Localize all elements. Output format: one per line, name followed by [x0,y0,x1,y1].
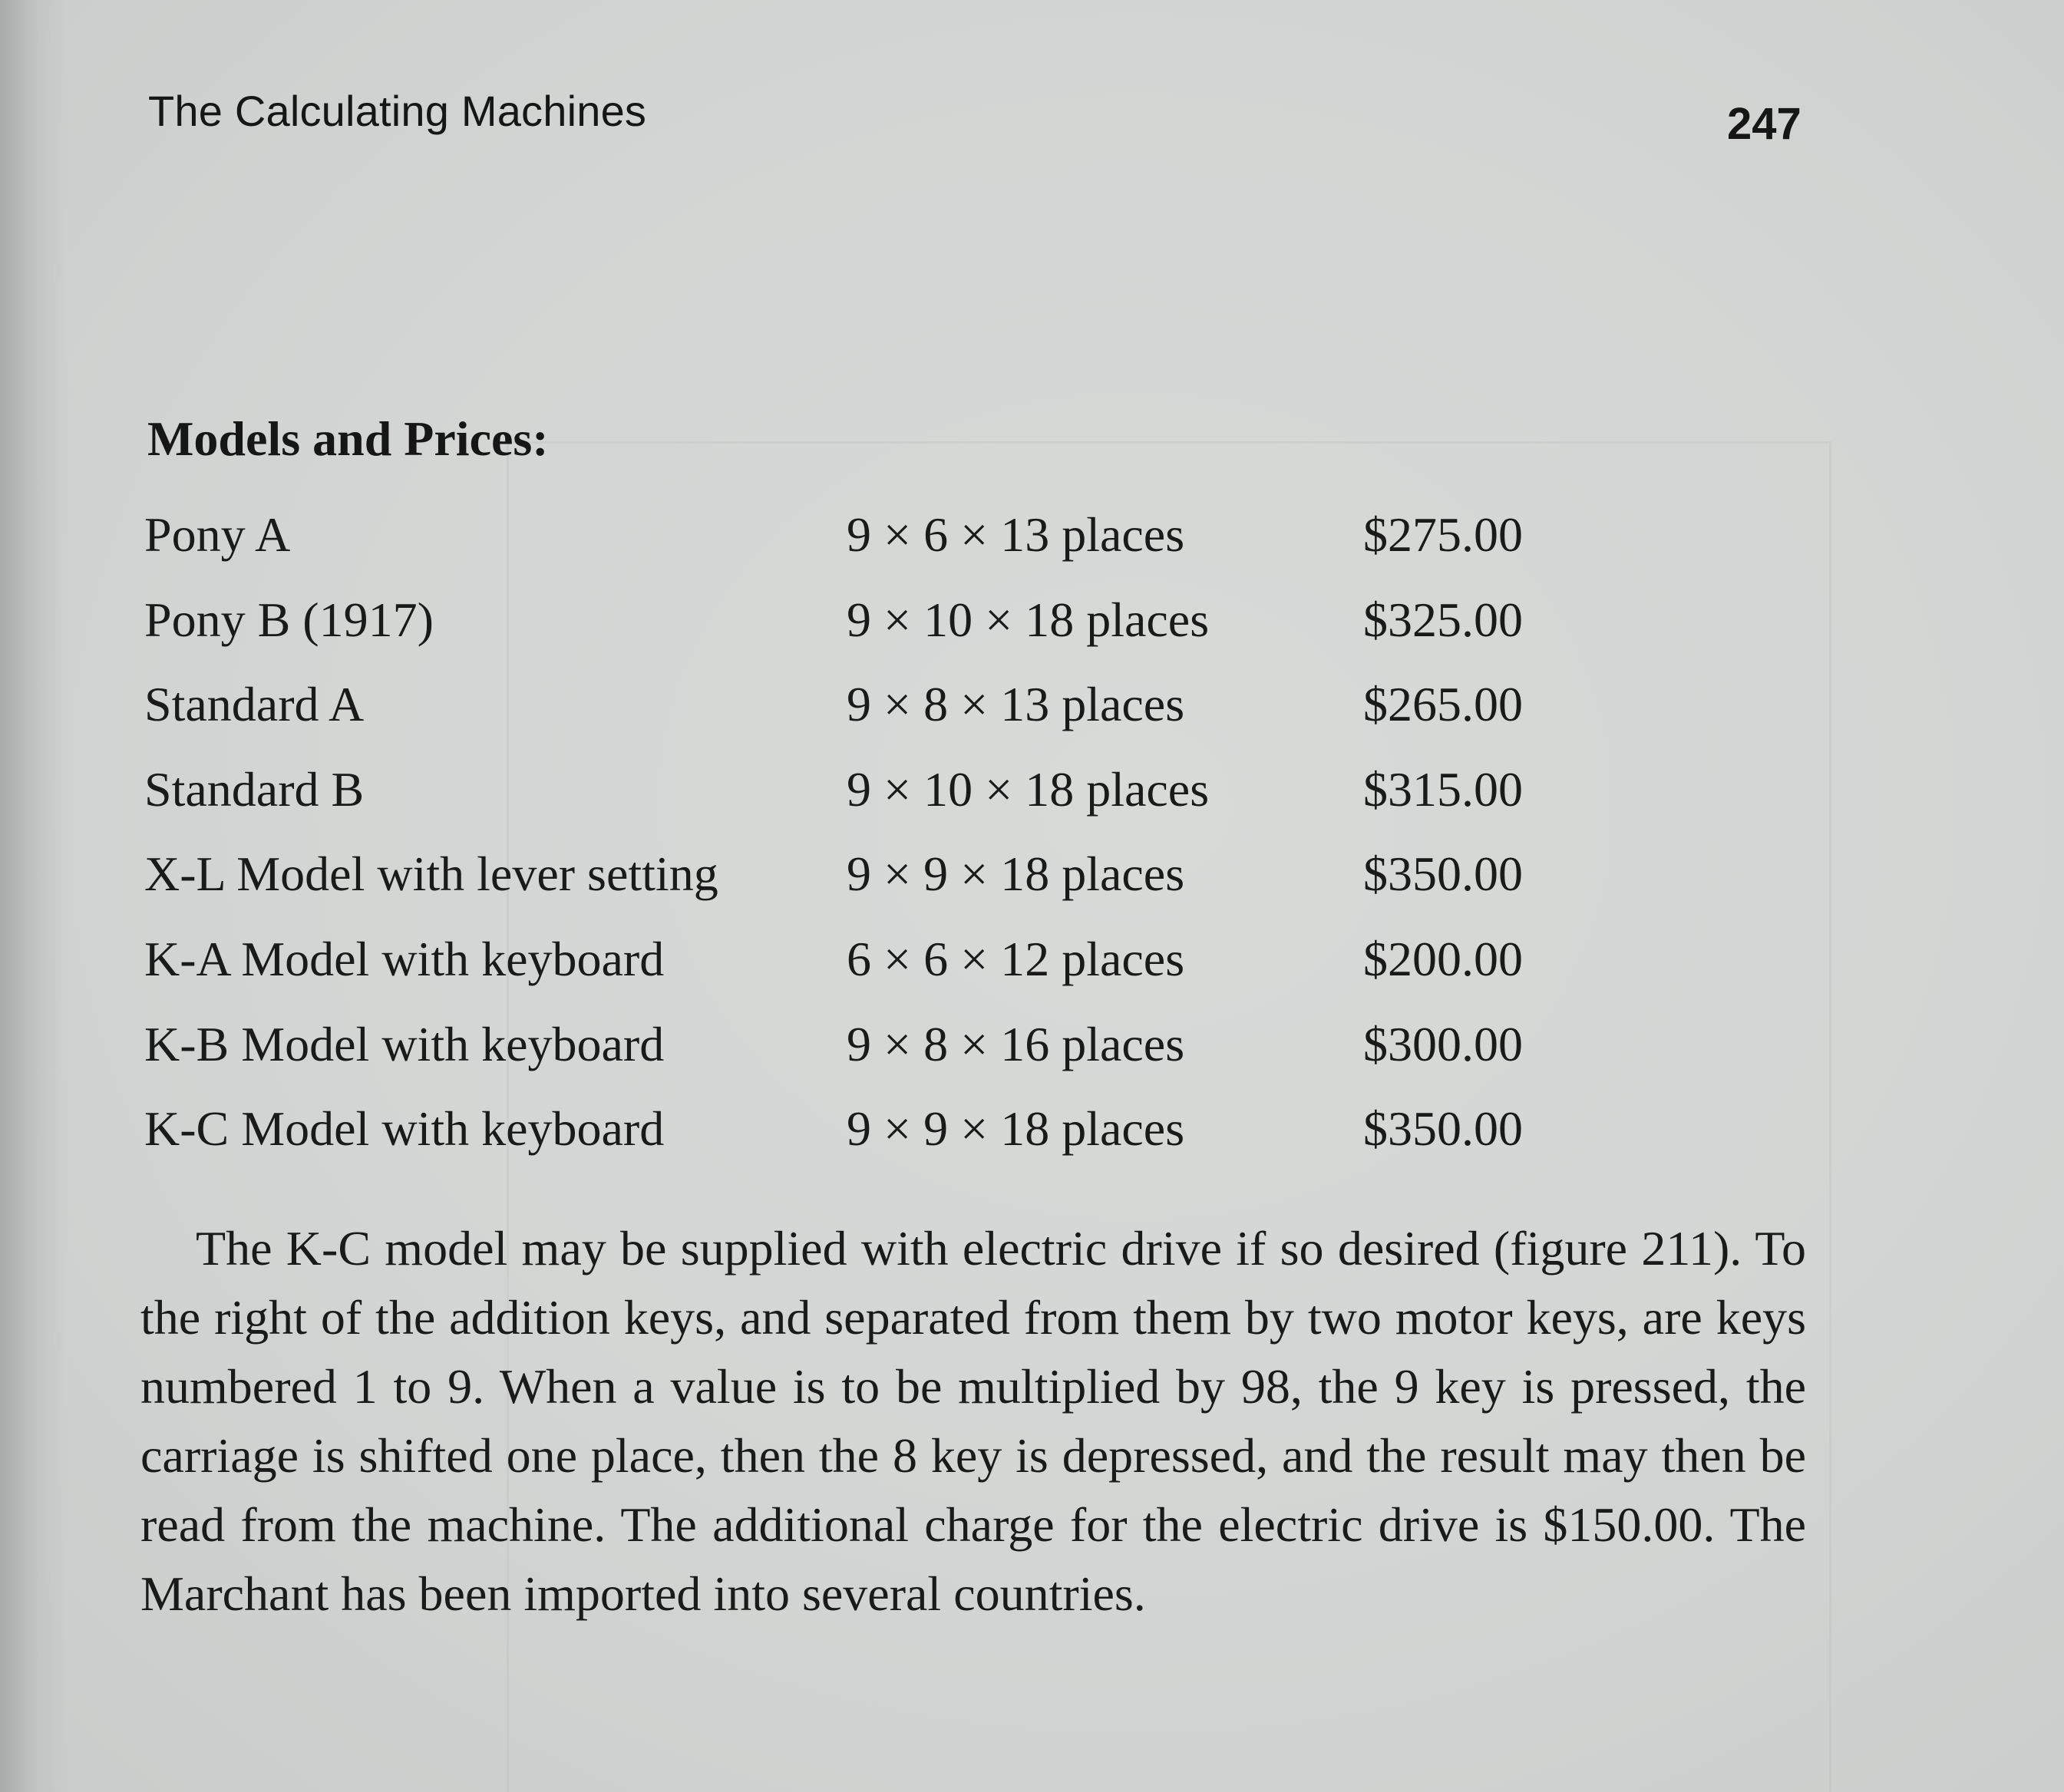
model-capacity: 9 × 9 × 18 places [847,1101,1185,1157]
model-name: Standard A [144,677,365,732]
model-row [144,592,1564,677]
spine-shadow [0,0,69,1792]
model-capacity: 9 × 10 × 18 places [847,761,1210,817]
body-paragraph: The K-C model may be supplied with electric drive if so desired (figure 211). To the right of the addition keys, and separated from them by two motor keys, are keys numbered 1 to 9. When a value is to be multiplied by 98, the 9 key is pressed, the carriage is shifted one place, then the 8 key is depressed, and the result may then be read from the machine. The additional charge for the electric drive is $150.00. The Marchant has been imported into several countries. [140,1221,1806,1621]
model-name: K-B Model with keyboard [144,1016,665,1071]
model-row [144,507,1564,592]
page-number: 247 [1727,99,1801,149]
model-price: $200.00 [1363,931,1523,986]
model-row [144,761,1564,846]
model-name: Standard B [144,761,365,817]
model-price: $275.00 [1363,507,1523,562]
model-capacity: 9 × 9 × 18 places [847,846,1185,902]
model-row [144,846,1564,931]
section-heading: Models and Prices: [147,411,549,466]
model-name: K-A Model with keyboard [144,931,665,986]
model-row [144,1101,1564,1186]
model-price: $350.00 [1363,846,1523,902]
model-name: Pony B (1917) [144,592,434,647]
model-price: $300.00 [1363,1016,1523,1071]
model-row [144,931,1564,1016]
models-price-table [144,507,1564,1186]
model-capacity: 9 × 10 × 18 places [847,592,1210,647]
model-capacity: 9 × 8 × 13 places [847,677,1185,732]
model-price: $325.00 [1363,592,1523,647]
model-name: X-L Model with lever setting [144,846,718,902]
model-row [144,1016,1564,1101]
model-capacity: 6 × 6 × 12 places [847,931,1185,986]
model-name: Pony A [144,507,291,562]
model-price: $265.00 [1363,677,1523,732]
model-capacity: 9 × 6 × 13 places [847,507,1185,562]
model-price: $315.00 [1363,761,1523,817]
model-row [144,676,1564,761]
model-capacity: 9 × 8 × 16 places [847,1016,1185,1071]
model-name: K-C Model with keyboard [144,1101,665,1157]
running-head: The Calculating Machines [148,87,647,135]
model-price: $350.00 [1363,1101,1523,1157]
